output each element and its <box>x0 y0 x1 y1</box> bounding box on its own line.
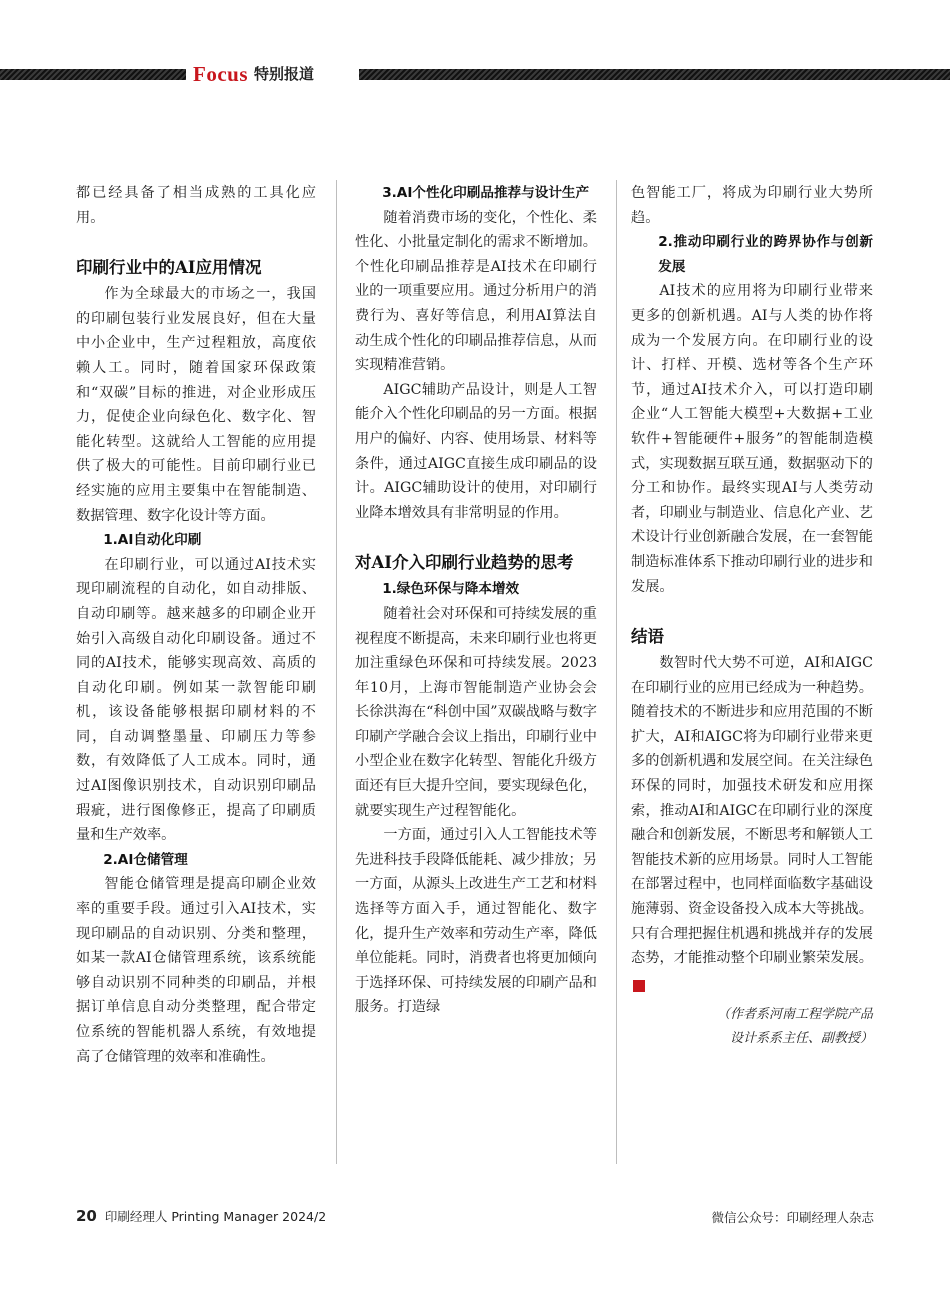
conclusion-text: 数智时代大势不可逆，AI和AIGC在印刷行业的应用已经成为一种趋势。随着技术的不断进步和应用范围的不断扩大，AI和AIGC将为印刷行业带来更多的创新机遇和发展空间。在关注绿色环保的同时，加强技术研发和应用探索，推动AI和AIGC在印刷行业的深度融合和创新发展，不断思考和解锁人工智能技术新的应用场景。同时人工智能在部署过程中，也同样面临数字基础设施薄弱、资金设备投入成本大等挑战。只有合理把握住机遇和挑战并存的发展态势，才能推动整个印刷业繁荣发展。 <box>631 655 873 967</box>
paragraph: 随着消费市场的变化，个性化、柔性化、小批量定制化的需求不断增加。个性化印刷品推荐是AI技术在印刷行业的一项重要应用。通过分析用户的消费行为、喜好等信息，利用AI算法自动生成个性化的印刷品推荐信息，从而实现精准营销。 <box>355 209 597 374</box>
paragraph <box>631 651 873 995</box>
magazine-title: 印刷经理人 Printing Manager 2024/2 <box>104 1209 327 1224</box>
author-line-1: （作者系河南工程学院产品 <box>716 1007 873 1023</box>
header-hatch-left <box>0 69 186 80</box>
paragraph: 在印刷行业，可以通过AI技术实现印刷流程的自动化，如自动排版、自动印刷等。越来越多的印刷企业开始引入高级自动化印刷设备。通过不同的AI技术，能够实现高效、高质的自动化印刷。例如某一款智能印刷机，该设备能够根据印刷材料的不同，自动调整墨量、印刷压力等参数，有效降低了人工成本。同时，通过AI图像识别技术，自动识别印刷品瑕疵，进行图像修正，提高了印刷质量和生产效率。 <box>76 556 316 844</box>
section-title: 特别报道 <box>254 65 315 83</box>
wechat-account: 微信公众号：印刷经理人杂志 <box>711 1210 874 1225</box>
section-label <box>193 62 314 87</box>
paragraph: AI技术的应用将为印刷行业带来更多的创新机遇。AI与人类的协作将成为一个发展方向。在印刷行业的设计、打样、开模、选材等各个生产环节，通过AI技术介入，可以打造印刷企业“人工智能大模型+大数据+工业软件+智能硬件+服务”的智能制造模式，实现数据互联互通，数据驱动下的分工和协作。最终实现AI与人类劳动者，印刷业与制造业、信息化产业、艺术设计行业创新融合发展，在一套智能制造标准体系下推动印刷行业的进步和发展。 <box>631 283 873 595</box>
page-footer <box>76 1207 874 1227</box>
paragraph: 一方面，通过引入人工智能技术等先进科技手段降低能耗、减少排放；另一方面，从源头上改进生产工艺和材料选择等方面入手，通过智能化、数字化，提升生产效率和劳动生产率，降低单位能耗。同时，消费者也将更加倾向于选择环保、可持续发展的印刷产品和服务。打造绿 <box>355 827 597 1016</box>
paragraph: 智能仓储管理是提高印刷企业效率的重要手段。通过引入AI技术，实现印刷品的自动识别、分类和整理，如某一款AI仓储管理系统，该系统能够自动识别不同种类的印刷品，并根据订单信息自动分类整理，配合带定位系统的智能机器人系统，有效地提高了仓储管理的效率和准确性。 <box>76 876 316 1065</box>
article-column-3 <box>631 181 873 1051</box>
header-hatch-right <box>359 69 950 80</box>
subheading-crossover: 2.推动印刷行业的跨界协作与创新发展 <box>658 234 873 275</box>
page-number: 20 <box>76 1207 97 1225</box>
subheading-green: 1.绿色环保与降本增效 <box>382 581 520 598</box>
subheading-ai-personalized: 3.AI个性化印刷品推荐与设计生产 <box>382 185 590 201</box>
article-column-1 <box>76 181 316 1069</box>
column-divider-1 <box>336 180 337 1164</box>
heading-ai-applications: 印刷行业中的AI应用情况 <box>76 258 262 278</box>
article-column-2 <box>355 181 597 1020</box>
paragraph-continued: 色智能工厂，将成为印刷行业大势所趋。 <box>631 185 873 226</box>
footer-left <box>76 1207 326 1225</box>
paragraph: 作为全球最大的市场之一，我国的印刷包装行业发展良好，但在大量中小企业中，生产过程粗放，高度依赖人工。同时，随着国家环保政策和“双碳”目标的推进，对企业形成压力，促使企业向绿色化、数字化、智能化转型。这就给人工智能的应用提供了极大的可能性。目前印刷行业已经实施的应用主要集中在智能制造、数据管理、数字化设计等方面。 <box>76 286 316 524</box>
end-mark-icon: 人 <box>633 980 645 992</box>
paragraph-continued: 都已经具备了相当成熟的工具化应用。 <box>76 185 316 226</box>
column-divider-2 <box>616 180 617 1164</box>
subheading-ai-warehouse: 2.AI仓储管理 <box>103 851 188 868</box>
focus-title: Focus <box>193 62 248 86</box>
subheading-ai-automated-printing: 1.AI自动化印刷 <box>103 532 202 549</box>
heading-trends: 对AI介入印刷行业趋势的思考 <box>355 553 574 573</box>
author-note <box>631 1003 873 1051</box>
paragraph: AIGC辅助产品设计，则是人工智能介入个性化印刷品的另一方面。根据用户的偏好、内容、使用场景、材料等条件，通过AIGC直接生成印刷品的设计。AIGC辅助设计的使用，对印刷行业降本增效具有非常明显的作用。 <box>355 381 597 521</box>
author-line-2: 设计系系主任、副教授） <box>729 1031 873 1047</box>
paragraph: 随着社会对环保和可持续发展的重视程度不断提高，未来印刷行业也将更加注重绿色环保和可持续发展。2023年10月，上海市智能制造产业协会会长徐洪海在“科创中国”双碳战略与数字印刷产学融合会议上指出，印刷行业中小型企业在数字化转型、智能化升级方面还有巨大提升空间，要实现绿色化，就要实现生产过程智能化。 <box>355 605 597 819</box>
section-header <box>0 64 950 88</box>
heading-conclusion: 结语 <box>631 627 664 647</box>
